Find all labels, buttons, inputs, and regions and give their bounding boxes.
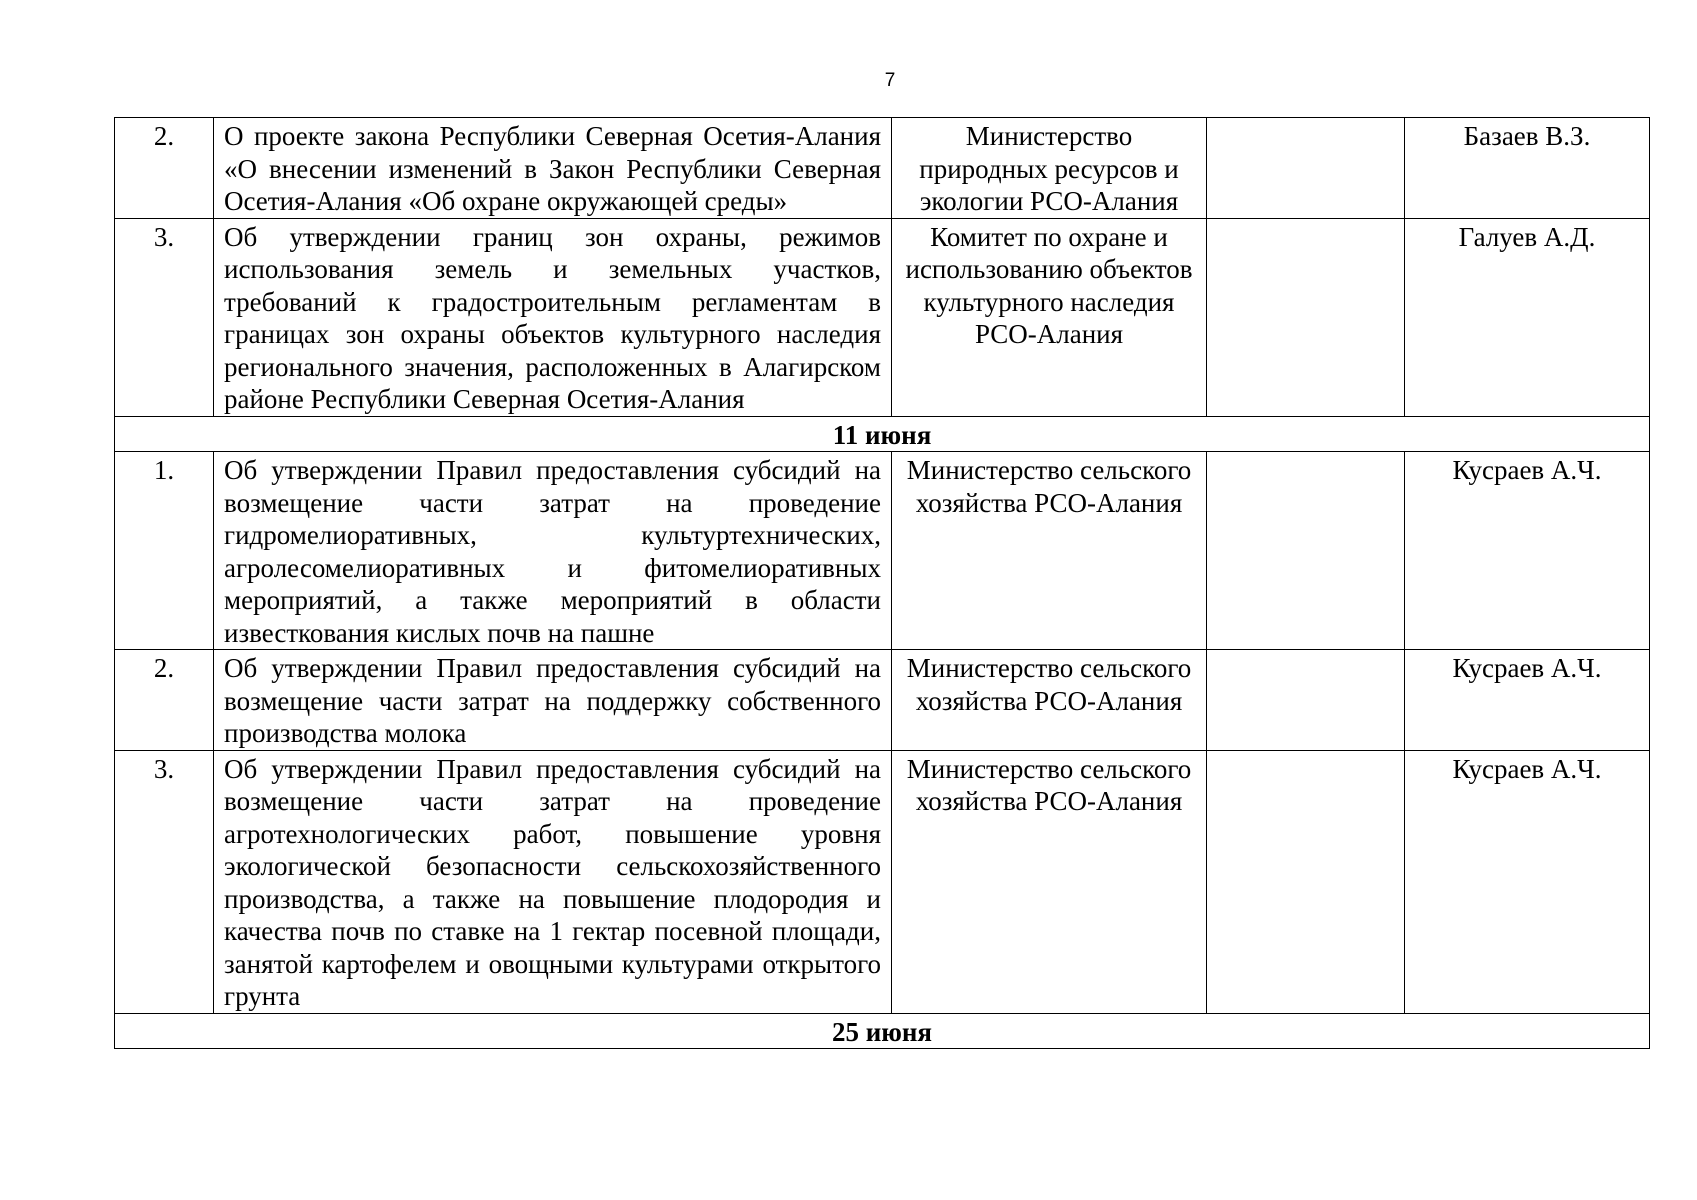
item-number: 2. [115,650,214,751]
responsible-person: Кусраев А.Ч. [1405,750,1650,1013]
responsible-organization: Министерство сельского хозяйства РСО-Алания [892,452,1207,650]
responsible-person: Кусраев А.Ч. [1405,650,1650,751]
responsible-organization: Министерство сельского хозяйства РСО-Алания [892,750,1207,1013]
agenda-table [114,117,1650,1049]
item-number: 3. [115,750,214,1013]
item-number: 3. [115,218,214,416]
responsible-organization: Министерство природных ресурсов и экологии РСО-Алания [892,118,1207,219]
item-title: О проекте закона Республики Северная Осетия-Алания «О внесении изменений в Закон Республики Северная Осетия-Алания «Об охране окружающей среды» [214,118,892,219]
responsible-organization: Министерство сельского хозяйства РСО-Алания [892,650,1207,751]
date-header-row [115,1013,1650,1049]
responsible-person: Базаев В.З. [1405,118,1650,219]
table-row [115,218,1650,416]
table-row [115,118,1650,219]
table-row [115,452,1650,650]
empty-cell [1207,452,1405,650]
item-title: Об утверждении Правил предоставления субсидий на возмещение части затрат на проведение агротехнологических работ, повышение уровня экологической безопасности сельскохозяйственного производства, а также на повышение плодородия и качества почв по ставке на 1 гектар посевной площади, занятой картофелем и овощными культурами открытого грунта [214,750,892,1013]
date-header: 25 июня [115,1013,1650,1049]
item-title: Об утверждении границ зон охраны, режимов использования земель и земельных участков, требований к градостроительным регламентам в границах зон охраны объектов культурного наследия регионального значения, расположенных в Алагирском районе Республики Северная Осетия-Алания [214,218,892,416]
item-title: Об утверждении Правил предоставления субсидий на возмещение части затрат на проведение гидромелиоративных, культуртехнических, агролесомелиоративных и фитомелиоративных мероприятий, а также мероприятий в области известкования кислых почв на пашне [214,452,892,650]
responsible-person: Галуев А.Д. [1405,218,1650,416]
table-row [115,650,1650,751]
responsible-person: Кусраев А.Ч. [1405,452,1650,650]
item-title: Об утверждении Правил предоставления субсидий на возмещение части затрат на поддержку собственного производства молока [214,650,892,751]
page-number: 7 [884,70,896,91]
date-header-row [115,416,1650,452]
date-header: 11 июня [115,416,1650,452]
table-row [115,750,1650,1013]
empty-cell [1207,650,1405,751]
empty-cell [1207,118,1405,219]
empty-cell [1207,218,1405,416]
item-number: 2. [115,118,214,219]
responsible-organization: Комитет по охране и использованию объектов культурного наследия РСО-Алания [892,218,1207,416]
item-number: 1. [115,452,214,650]
empty-cell [1207,750,1405,1013]
